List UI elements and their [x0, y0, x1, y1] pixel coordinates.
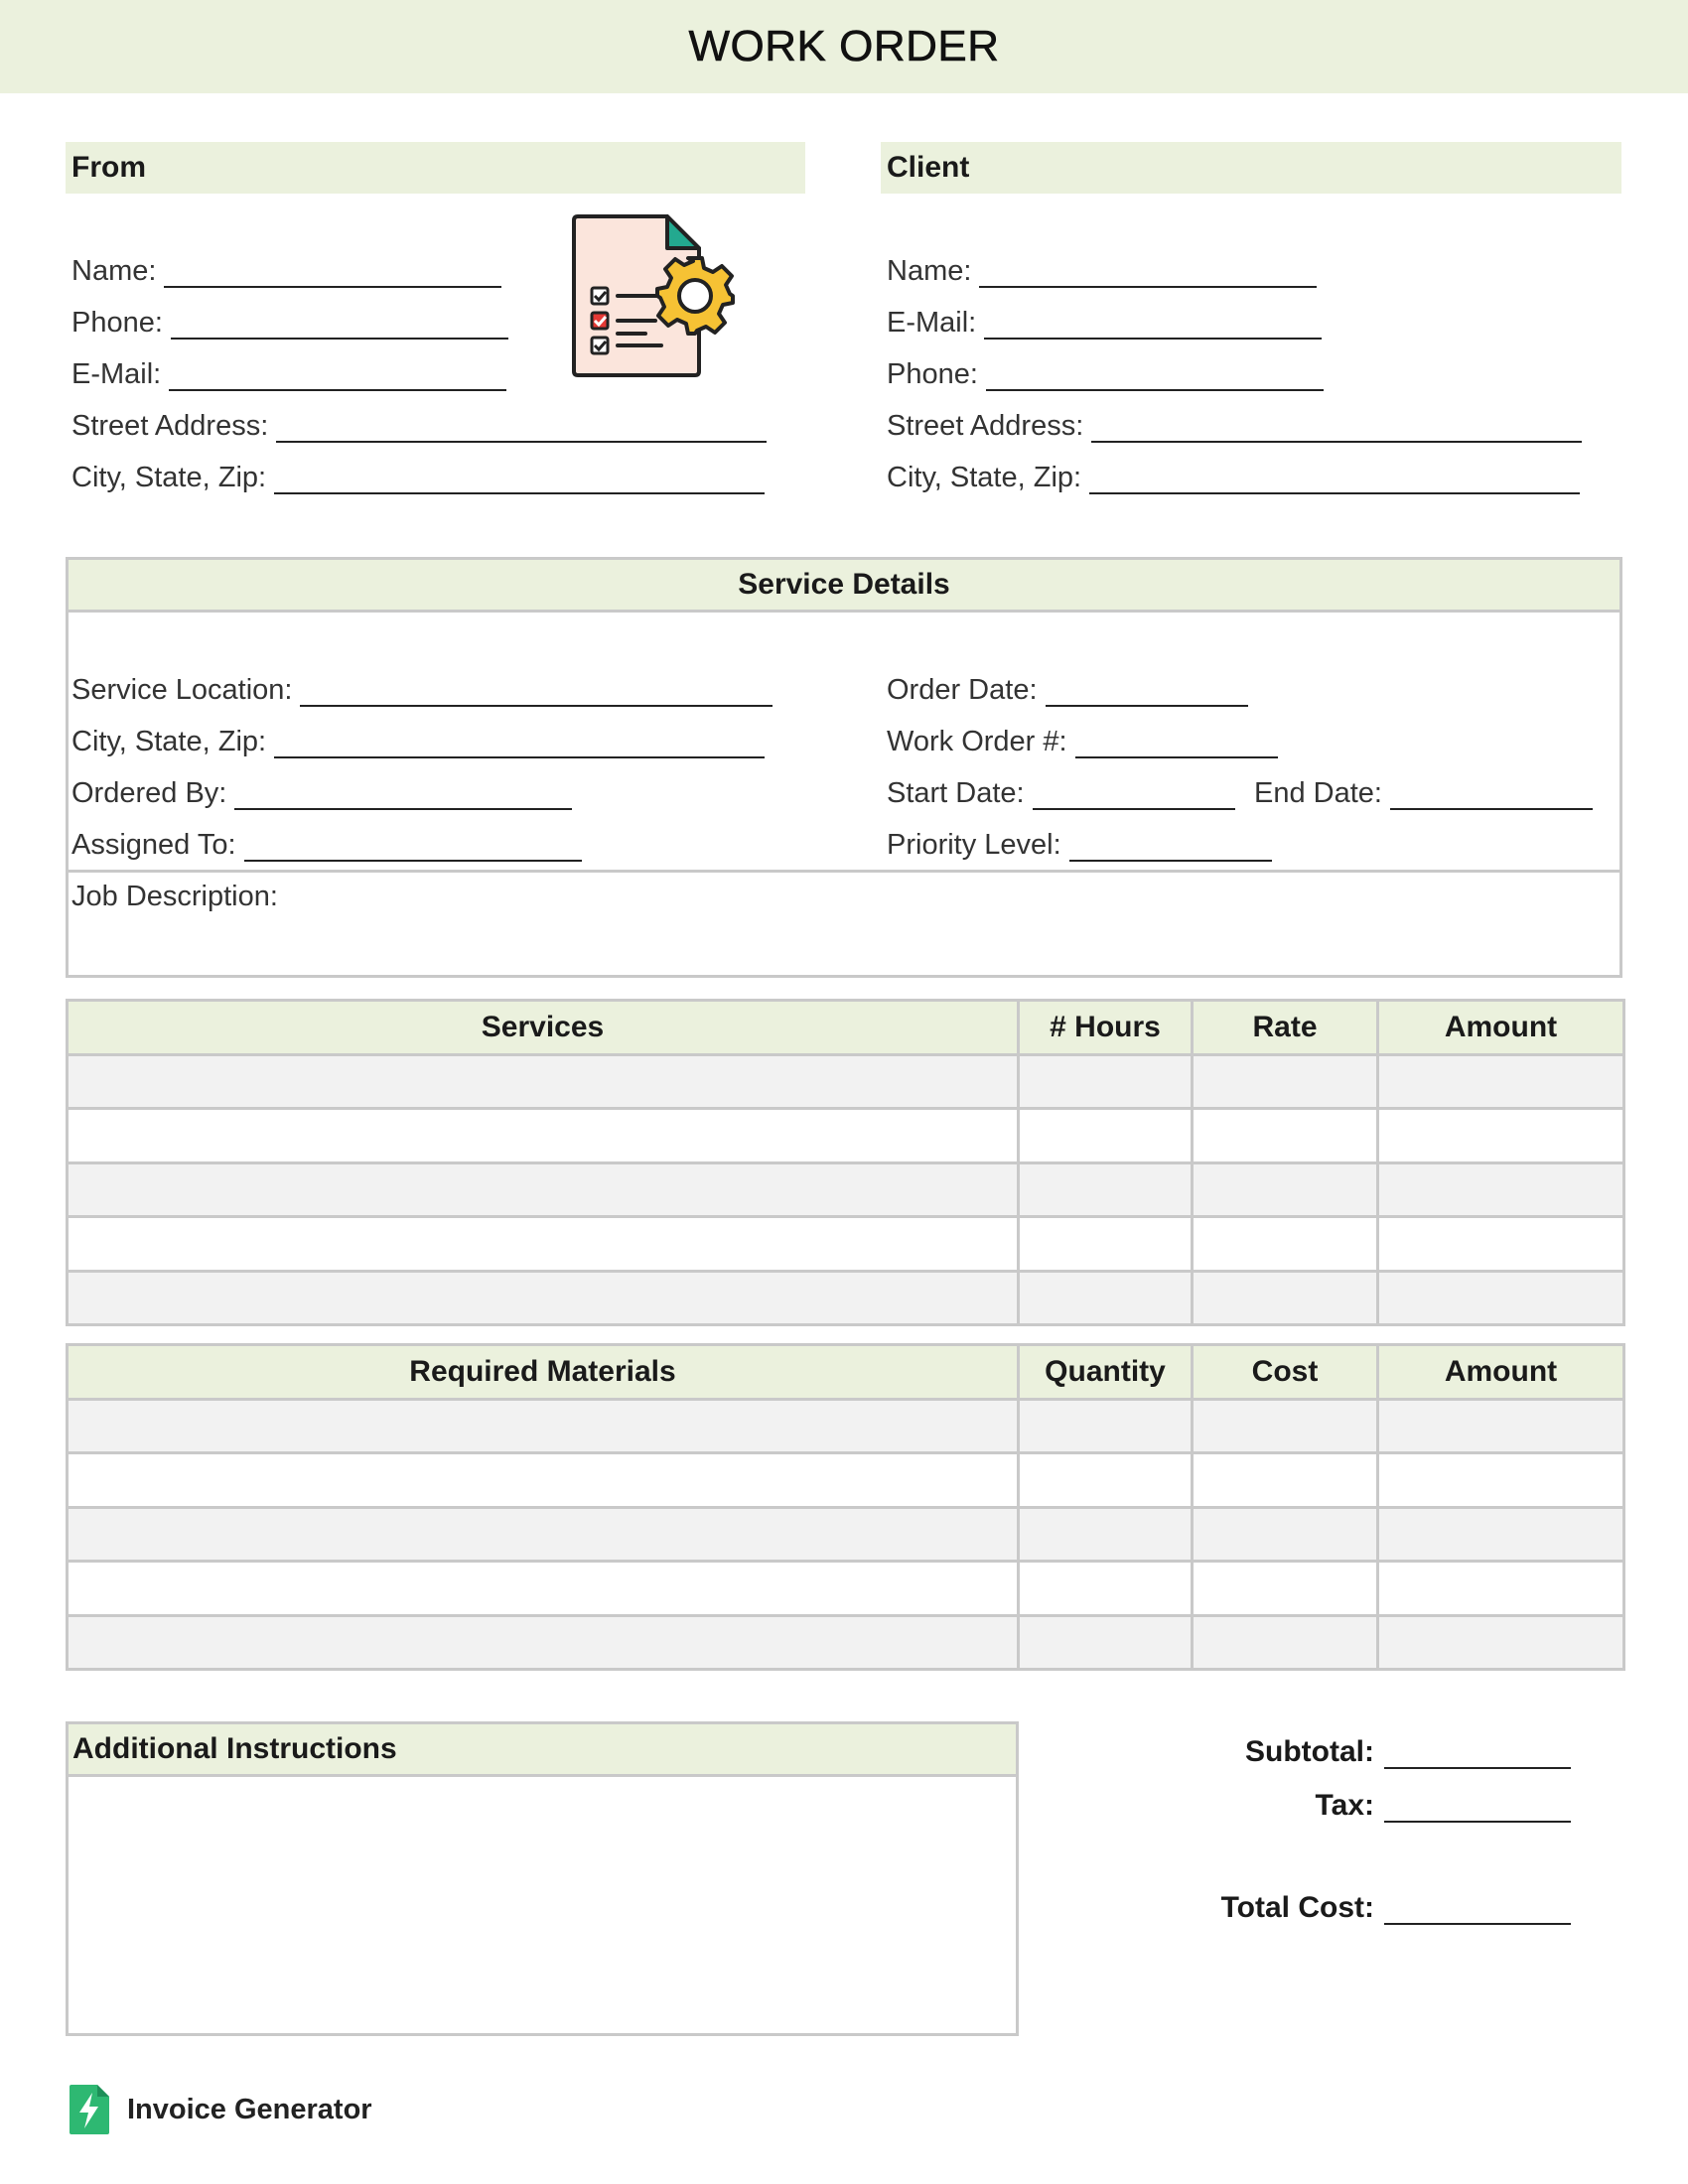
table-row [68, 1562, 1624, 1616]
service-city-field[interactable]: City, State, Zip: [71, 719, 765, 758]
table-row [68, 1507, 1624, 1562]
material-cell[interactable] [68, 1453, 1019, 1508]
brand-footer [68, 2083, 372, 2136]
table-row [68, 1217, 1624, 1272]
table-row [68, 1162, 1624, 1217]
amount-cell[interactable] [1378, 1109, 1624, 1163]
amount-cell[interactable] [1378, 1217, 1624, 1272]
from-heading: From [66, 142, 805, 194]
materials-amount-header: Amount [1378, 1345, 1624, 1400]
amount-cell[interactable] [1378, 1271, 1624, 1325]
rate-cell[interactable] [1193, 1109, 1378, 1163]
quantity-cell[interactable] [1019, 1507, 1193, 1562]
from-city-field[interactable]: City, State, Zip: [71, 455, 765, 494]
title-banner [0, 0, 1688, 93]
cost-cell[interactable] [1193, 1615, 1378, 1670]
service-cell[interactable] [68, 1271, 1019, 1325]
table-row [68, 1271, 1624, 1325]
order-date-field[interactable]: Order Date: [887, 667, 1248, 707]
table-row [68, 1453, 1624, 1508]
table-row [68, 1399, 1624, 1453]
quantity-cell[interactable] [1019, 1562, 1193, 1616]
cost-cell[interactable] [1193, 1453, 1378, 1508]
material-cell[interactable] [68, 1399, 1019, 1453]
cost-header: Cost [1193, 1345, 1378, 1400]
service-location-field[interactable]: Service Location: [71, 667, 773, 707]
rate-cell[interactable] [1193, 1162, 1378, 1217]
quantity-cell[interactable] [1019, 1453, 1193, 1508]
material-cell[interactable] [68, 1615, 1019, 1670]
material-cell[interactable] [68, 1507, 1019, 1562]
quantity-cell[interactable] [1019, 1615, 1193, 1670]
material-cell[interactable] [68, 1562, 1019, 1616]
amount-cell[interactable] [1378, 1453, 1624, 1508]
quantity-cell[interactable] [1019, 1399, 1193, 1453]
lightning-bolt-icon [68, 2083, 111, 2136]
page-title: WORK ORDER [688, 22, 1000, 70]
job-description-label: Job Description: [71, 881, 278, 912]
service-details-box [66, 557, 1622, 978]
materials-header: Required Materials [68, 1345, 1019, 1400]
client-city-field[interactable]: City, State, Zip: [887, 455, 1580, 494]
amount-cell[interactable] [1378, 1399, 1624, 1453]
service-cell[interactable] [68, 1162, 1019, 1217]
rate-cell[interactable] [1193, 1271, 1378, 1325]
amount-cell[interactable] [1378, 1054, 1624, 1109]
work-order-number-field[interactable]: Work Order #: [887, 719, 1278, 758]
cost-cell[interactable] [1193, 1562, 1378, 1616]
hours-cell[interactable] [1019, 1109, 1193, 1163]
client-name-field[interactable]: Name: [887, 248, 1317, 288]
hours-cell[interactable] [1019, 1162, 1193, 1217]
table-row [68, 1054, 1624, 1109]
from-name-field[interactable]: Name: [71, 248, 501, 288]
hours-cell[interactable] [1019, 1054, 1193, 1109]
subtotal-field[interactable]: Subtotal: [1142, 1729, 1571, 1769]
brand-name: Invoice Generator [127, 2093, 372, 2125]
amount-header: Amount [1378, 1001, 1624, 1055]
hours-header: # Hours [1019, 1001, 1193, 1055]
service-cell[interactable] [68, 1217, 1019, 1272]
table-row [68, 1109, 1624, 1163]
client-email-field[interactable]: E-Mail: [887, 300, 1322, 340]
service-cell[interactable] [68, 1054, 1019, 1109]
client-street-field[interactable]: Street Address: [887, 403, 1582, 443]
client-heading: Client [881, 142, 1621, 194]
service-cell[interactable] [68, 1109, 1019, 1163]
additional-instructions-heading: Additional Instructions [69, 1724, 1016, 1777]
amount-cell[interactable] [1378, 1162, 1624, 1217]
assigned-to-field[interactable]: Assigned To: [71, 822, 582, 862]
tax-field[interactable]: Tax: [1142, 1783, 1571, 1823]
ordered-by-field[interactable]: Ordered By: [71, 770, 572, 810]
cost-cell[interactable] [1193, 1399, 1378, 1453]
amount-cell[interactable] [1378, 1507, 1624, 1562]
rate-cell[interactable] [1193, 1217, 1378, 1272]
rate-cell[interactable] [1193, 1054, 1378, 1109]
service-details-heading: Service Details [69, 560, 1619, 613]
amount-cell[interactable] [1378, 1562, 1624, 1616]
hours-cell[interactable] [1019, 1217, 1193, 1272]
job-description-divider [69, 870, 1619, 873]
start-date-field[interactable]: Start Date: [887, 770, 1235, 810]
priority-level-field[interactable]: Priority Level: [887, 822, 1272, 862]
client-phone-field[interactable]: Phone: [887, 351, 1324, 391]
total-cost-field[interactable]: Total Cost: [1142, 1885, 1571, 1925]
from-street-field[interactable]: Street Address: [71, 403, 767, 443]
work-order-checklist-icon [570, 212, 737, 379]
hours-cell[interactable] [1019, 1271, 1193, 1325]
from-phone-field[interactable]: Phone: [71, 300, 508, 340]
services-header: Services [68, 1001, 1019, 1055]
amount-cell[interactable] [1378, 1615, 1624, 1670]
from-email-field[interactable]: E-Mail: [71, 351, 506, 391]
cost-cell[interactable] [1193, 1507, 1378, 1562]
services-table [66, 999, 1625, 1326]
quantity-header: Quantity [1019, 1345, 1193, 1400]
table-row [68, 1615, 1624, 1670]
end-date-field[interactable]: End Date: [1254, 770, 1593, 810]
rate-header: Rate [1193, 1001, 1378, 1055]
materials-table [66, 1343, 1625, 1671]
